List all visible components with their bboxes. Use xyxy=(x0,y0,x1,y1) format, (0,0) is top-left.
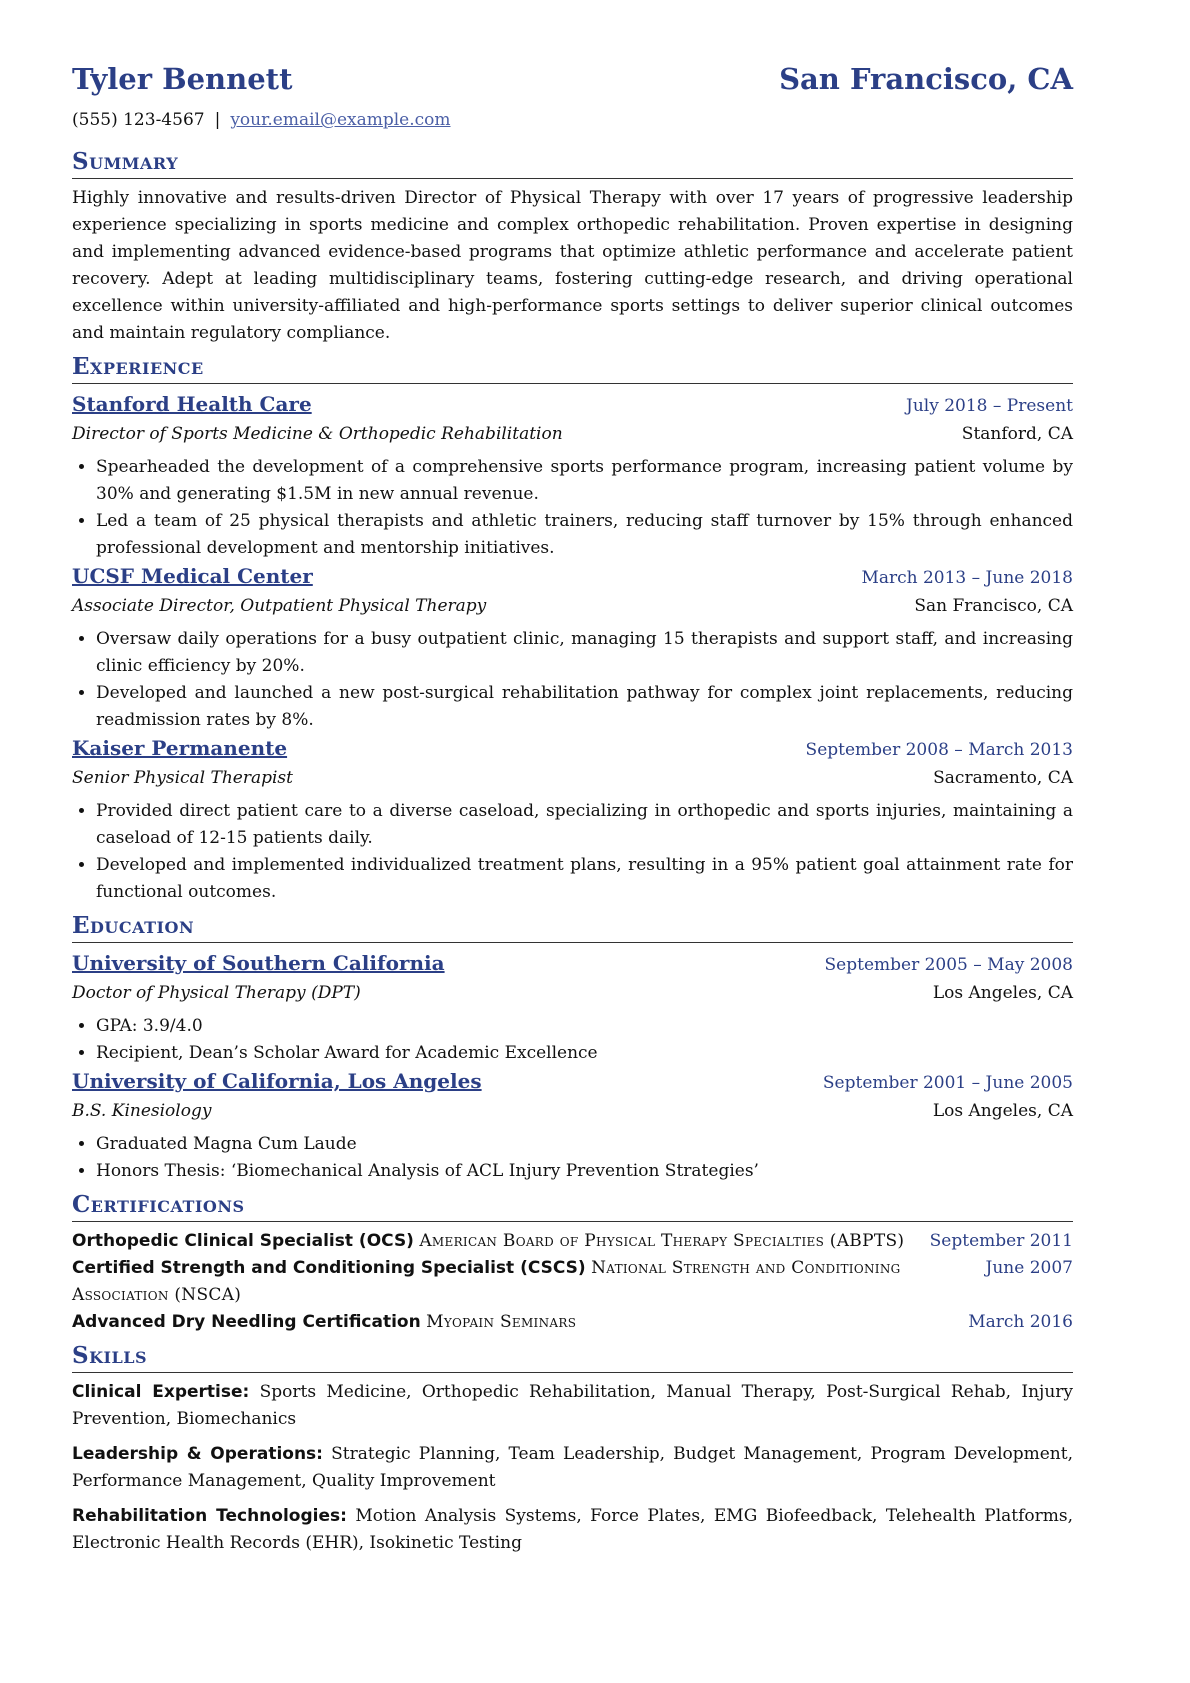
school-bullet: • Honors Thesis: ‘Biomechanical Analysis of ACL Injury Prevention Strategies’ xyxy=(96,1158,1073,1185)
job-bullet: • Led a team of 25 physical therapists and athletic trainers, reducing staff turnover by 15% through enhanced professional development and mentorship initiatives. xyxy=(96,508,1073,562)
experience-entry xyxy=(72,734,1073,906)
experience-entry xyxy=(72,390,1073,562)
summary-text: Highly innovative and results-driven Director of Physical Therapy with over 17 years of progressive leadership experience specializing in sports medicine and complex orthopedic rehabilitation. Proven expertise in designing and implementing advanced evidence-based programs that optimize athletic performance and accelerate patient recovery. Adept at leading multidisciplinary teams, fostering cutting-edge research, and driving operational excellence within university-affiliated and high-performance sports settings to deliver superior clinical outcomes and maintain regulatory compliance. xyxy=(72,188,1073,343)
job-location: San Francisco, CA xyxy=(914,596,1073,616)
job-dates: September 2008 – March 2013 xyxy=(805,740,1073,760)
contact-line xyxy=(72,110,1073,142)
job-dates: March 2013 – June 2018 xyxy=(861,568,1073,588)
job-bullet: • Developed and launched a new post-surgical rehabilitation pathway for complex joint replacements, reducing readmission rates by 8%. xyxy=(96,680,1073,734)
email-link[interactable]: your.email@example.com xyxy=(230,110,451,130)
resume-header xyxy=(72,62,1073,108)
job-bullets xyxy=(72,626,1073,734)
school-bullets xyxy=(72,1131,1073,1185)
section-title-summary: Summary xyxy=(72,148,1073,179)
school-dates: September 2001 – June 2005 xyxy=(822,1073,1073,1093)
job-bullet: • Developed and implemented individualized treatment plans, resulting in a 95% patient goal attainment rate for functional outcomes. xyxy=(96,852,1073,906)
section-title-education: Education xyxy=(72,912,1073,943)
job-bullets xyxy=(72,798,1073,906)
education-entry xyxy=(72,1067,1073,1185)
job-title: Director of Sports Medicine & Orthopedic Rehabilitation xyxy=(72,424,563,444)
employer-link[interactable]: Stanford Health Care xyxy=(72,392,312,416)
certification-issuer: National Strength and Conditioning Association (NSCA) xyxy=(72,1258,901,1305)
job-bullets xyxy=(72,454,1073,562)
certification-item xyxy=(72,1255,1073,1309)
certification-date: June 2007 xyxy=(985,1258,1073,1278)
job-bullet: • Provided direct patient care to a diverse caseload, specializing in orthopedic and sports injuries, maintaining a caseload of 12-15 patients daily. xyxy=(96,798,1073,852)
contact-separator: | xyxy=(214,110,221,130)
certification-name: Advanced Dry Needling Certification xyxy=(72,1312,421,1332)
section-title-experience: Experience xyxy=(72,353,1073,384)
skill-group xyxy=(72,1379,1073,1433)
employer-link[interactable]: UCSF Medical Center xyxy=(72,564,313,588)
certification-item xyxy=(72,1309,1073,1336)
certification-issuer: Myopain Seminars xyxy=(426,1312,577,1332)
certification-name: Certified Strength and Conditioning Specialist (CSCS) xyxy=(72,1258,586,1278)
school-link[interactable]: University of Southern California xyxy=(72,951,445,975)
school-location: Los Angeles, CA xyxy=(932,1101,1073,1121)
skill-group-text: Strategic Planning, Team Leadership, Budget Management, Program Development, Performance Management, Quality Improvement xyxy=(72,1444,1073,1491)
degree-title: B.S. Kinesiology xyxy=(72,1101,212,1121)
section-title-certifications: Certifications xyxy=(72,1191,1073,1222)
school-bullet: • Graduated Magna Cum Laude xyxy=(96,1131,1073,1158)
job-dates: July 2018 – Present xyxy=(906,396,1073,416)
school-bullet: • Recipient, Dean’s Scholar Award for Academic Excellence xyxy=(96,1040,1073,1067)
phone-number: (555) 123-4567 xyxy=(72,110,205,130)
job-title: Senior Physical Therapist xyxy=(72,768,293,788)
school-location: Los Angeles, CA xyxy=(932,983,1073,1003)
school-bullets xyxy=(72,1013,1073,1067)
skill-group-text: Sports Medicine, Orthopedic Rehabilitation, Manual Therapy, Post-Surgical Rehab, Injury Prevention, Biomechanics xyxy=(72,1382,1074,1429)
skill-group xyxy=(72,1503,1073,1557)
job-bullet: • Oversaw daily operations for a busy outpatient clinic, managing 15 therapists and support staff, and increasing clinic efficiency by 20%. xyxy=(96,626,1073,680)
certification-date: September 2011 xyxy=(929,1231,1073,1251)
degree-title: Doctor of Physical Therapy (DPT) xyxy=(72,983,361,1003)
job-title: Associate Director, Outpatient Physical Therapy xyxy=(72,596,487,616)
school-link[interactable]: University of California, Los Angeles xyxy=(72,1069,482,1093)
skill-group-label: Rehabilitation Technologies: xyxy=(72,1506,347,1526)
school-bullet: • GPA: 3.9/4.0 xyxy=(96,1013,1073,1040)
skill-group-label: Leadership & Operations: xyxy=(72,1444,323,1464)
school-dates: September 2005 – May 2008 xyxy=(824,955,1073,975)
job-location: Stanford, CA xyxy=(961,424,1073,444)
skill-group xyxy=(72,1441,1073,1495)
job-location: Sacramento, CA xyxy=(933,768,1073,788)
skill-group-label: Clinical Expertise: xyxy=(72,1382,250,1402)
education-entry xyxy=(72,949,1073,1067)
certification-date: March 2016 xyxy=(968,1312,1073,1332)
skill-group-text: Motion Analysis Systems, Force Plates, EMG Biofeedback, Telehealth Platforms, Electronic Health Records (EHR), Isokinetic Testing xyxy=(72,1506,1073,1553)
employer-link[interactable]: Kaiser Permanente xyxy=(72,736,288,760)
experience-entry xyxy=(72,562,1073,734)
certification-issuer: American Board of Physical Therapy Specialties (ABPTS) xyxy=(419,1231,905,1251)
certification-name: Orthopedic Clinical Specialist (OCS) xyxy=(72,1231,414,1251)
candidate-name: Tyler Bennett xyxy=(72,62,293,96)
candidate-location: San Francisco, CA xyxy=(779,62,1073,96)
job-bullet: • Spearheaded the development of a comprehensive sports performance program, increasing patient volume by 30% and generating $1.5M in new annual revenue. xyxy=(96,454,1073,508)
certification-item xyxy=(72,1228,1073,1255)
section-title-skills: Skills xyxy=(72,1342,1073,1373)
